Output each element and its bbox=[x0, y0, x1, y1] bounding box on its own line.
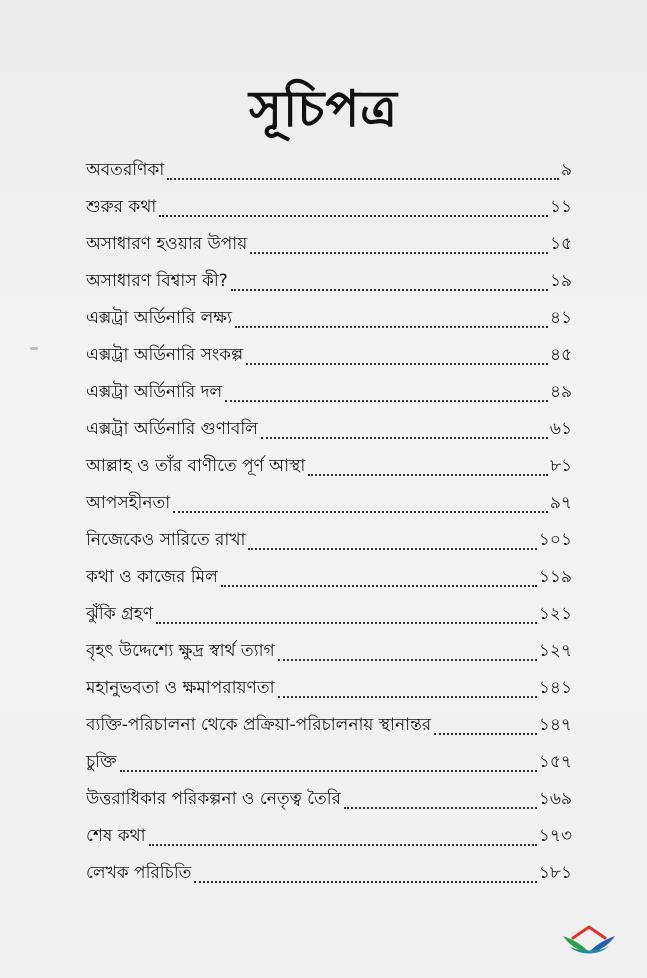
toc-entry bbox=[86, 259, 572, 296]
toc-entry-label: শুরুর কথা bbox=[86, 197, 157, 217]
toc-entry-page-number: ১৪১ bbox=[538, 678, 572, 698]
toc-entry-label: এক্সট্রা অর্ডিনারি গুণাবলি bbox=[86, 419, 258, 439]
toc-dot-leader bbox=[231, 289, 548, 291]
toc-dot-leader bbox=[173, 511, 548, 513]
toc-entry-page-number: ১২৭ bbox=[538, 641, 572, 661]
toc-dot-leader bbox=[120, 770, 537, 772]
toc-entry bbox=[86, 629, 572, 666]
toc-dot-leader bbox=[225, 400, 548, 402]
toc-entry-label: এক্সট্রা অর্ডিনারি সংকল্প bbox=[86, 345, 244, 365]
toc-entry-page-number: ১৪৭ bbox=[538, 715, 572, 735]
toc-dot-leader bbox=[149, 844, 537, 846]
toc-entry-page-number: ১১৯ bbox=[538, 567, 572, 587]
toc-entry bbox=[86, 333, 572, 370]
page-title: সূচিপত্র bbox=[249, 79, 398, 138]
toc-dot-leader bbox=[235, 326, 548, 328]
toc-entry-label: নিজেকেও সারিতে রাখা bbox=[86, 530, 246, 550]
toc-dot-leader bbox=[194, 881, 536, 883]
toc-dot-leader bbox=[156, 622, 537, 624]
toc-dot-leader bbox=[278, 696, 537, 698]
toc-entry bbox=[86, 444, 572, 481]
toc-entry-page-number: ৯ bbox=[560, 160, 572, 180]
toc-dot-leader bbox=[159, 215, 548, 217]
toc-entry-label: আল্লাহ ও তাঁর বাণীতে পূর্ণ আস্থা bbox=[86, 456, 306, 476]
toc-entry-page-number: ১৫৭ bbox=[538, 752, 572, 772]
toc-entry-page-number: ১১ bbox=[549, 197, 572, 217]
toc-entry bbox=[86, 666, 572, 703]
toc-entry-label: চুক্তি bbox=[86, 752, 117, 772]
toc-dot-leader bbox=[278, 659, 537, 661]
toc-entry-label: ঝুঁকি গ্রহণ bbox=[86, 604, 153, 624]
toc-entry bbox=[86, 592, 572, 629]
toc-dot-leader bbox=[434, 733, 537, 735]
toc-entry-label: এক্সট্রা অর্ডিনারি লক্ষ্য bbox=[86, 308, 232, 328]
toc-entry bbox=[86, 703, 572, 740]
toc-entry bbox=[86, 370, 572, 407]
toc-dot-leader bbox=[221, 585, 537, 587]
toc-entry-label: কথা ও কাজের মিল bbox=[86, 567, 218, 587]
toc-entry-page-number: ৮১ bbox=[549, 456, 572, 476]
toc-dot-leader bbox=[167, 178, 559, 180]
toc-entry-label: অসাধারণ হওয়ার উপায় bbox=[86, 234, 248, 254]
toc-entry-label: আপসহীনতা bbox=[86, 493, 171, 513]
toc-entry-page-number: ৬১ bbox=[549, 419, 572, 439]
toc-dot-leader bbox=[246, 363, 548, 365]
toc-entry-label: বৃহৎ উদ্দেশ্যে ক্ষুদ্র স্বার্থ ত্যাগ bbox=[86, 641, 275, 661]
toc-entry bbox=[86, 222, 572, 259]
toc-entry bbox=[86, 555, 572, 592]
toc-entry-page-number: ১২১ bbox=[538, 604, 572, 624]
toc-dot-leader bbox=[250, 252, 548, 254]
toc-entry-page-number: ১৬৯ bbox=[538, 789, 572, 809]
toc-entry-page-number: ৪৫ bbox=[549, 345, 572, 365]
toc-entry-page-number: ৯৭ bbox=[549, 493, 572, 513]
table-of-contents bbox=[86, 148, 572, 888]
toc-entry-label: ব্যক্তি-পরিচালনা থেকে প্রক্রিয়া-পরিচালনায় স্থানান্তর bbox=[86, 715, 432, 735]
toc-dot-leader bbox=[261, 437, 548, 439]
logo-red-arc bbox=[573, 927, 605, 938]
toc-entry bbox=[86, 296, 572, 333]
toc-dot-leader bbox=[344, 807, 537, 809]
toc-entry bbox=[86, 148, 572, 185]
toc-entry-page-number: ১৮১ bbox=[538, 863, 572, 883]
toc-entry-label: অবতরণিকা bbox=[86, 160, 165, 180]
toc-entry-label: উত্তরাধিকার পরিকল্পনা ও নেতৃত্ব তৈরি bbox=[86, 789, 341, 809]
toc-entry bbox=[86, 518, 572, 555]
toc-entry bbox=[86, 814, 572, 851]
toc-entry-label: এক্সট্রা অর্ডিনারি দল bbox=[86, 382, 223, 402]
publisher-logo-icon bbox=[561, 918, 617, 958]
toc-entry bbox=[86, 481, 572, 518]
scan-speck bbox=[30, 347, 38, 350]
toc-entry bbox=[86, 185, 572, 222]
toc-dot-leader bbox=[248, 548, 536, 550]
toc-entry bbox=[86, 851, 572, 888]
toc-entry-page-number: ১০১ bbox=[538, 530, 572, 550]
toc-entry bbox=[86, 777, 572, 814]
toc-entry-label: অসাধারণ বিশ্বাস কী? bbox=[86, 271, 228, 291]
toc-entry-page-number: ১৭৩ bbox=[538, 826, 572, 846]
toc-entry-label: শেষ কথা bbox=[86, 826, 146, 846]
toc-entry-label: মহানুভবতা ও ক্ষমাপরায়ণতা bbox=[86, 678, 275, 698]
toc-entry-page-number: ৪৯ bbox=[549, 382, 572, 402]
toc-entry-page-number: ১৫ bbox=[549, 234, 572, 254]
toc-entry-label: লেখক পরিচিতি bbox=[86, 863, 192, 883]
toc-dot-leader bbox=[308, 474, 548, 476]
toc-entry bbox=[86, 740, 572, 777]
toc-entry-page-number: ১৯ bbox=[549, 271, 572, 291]
toc-entry-page-number: ৪১ bbox=[549, 308, 572, 328]
toc-entry bbox=[86, 407, 572, 444]
